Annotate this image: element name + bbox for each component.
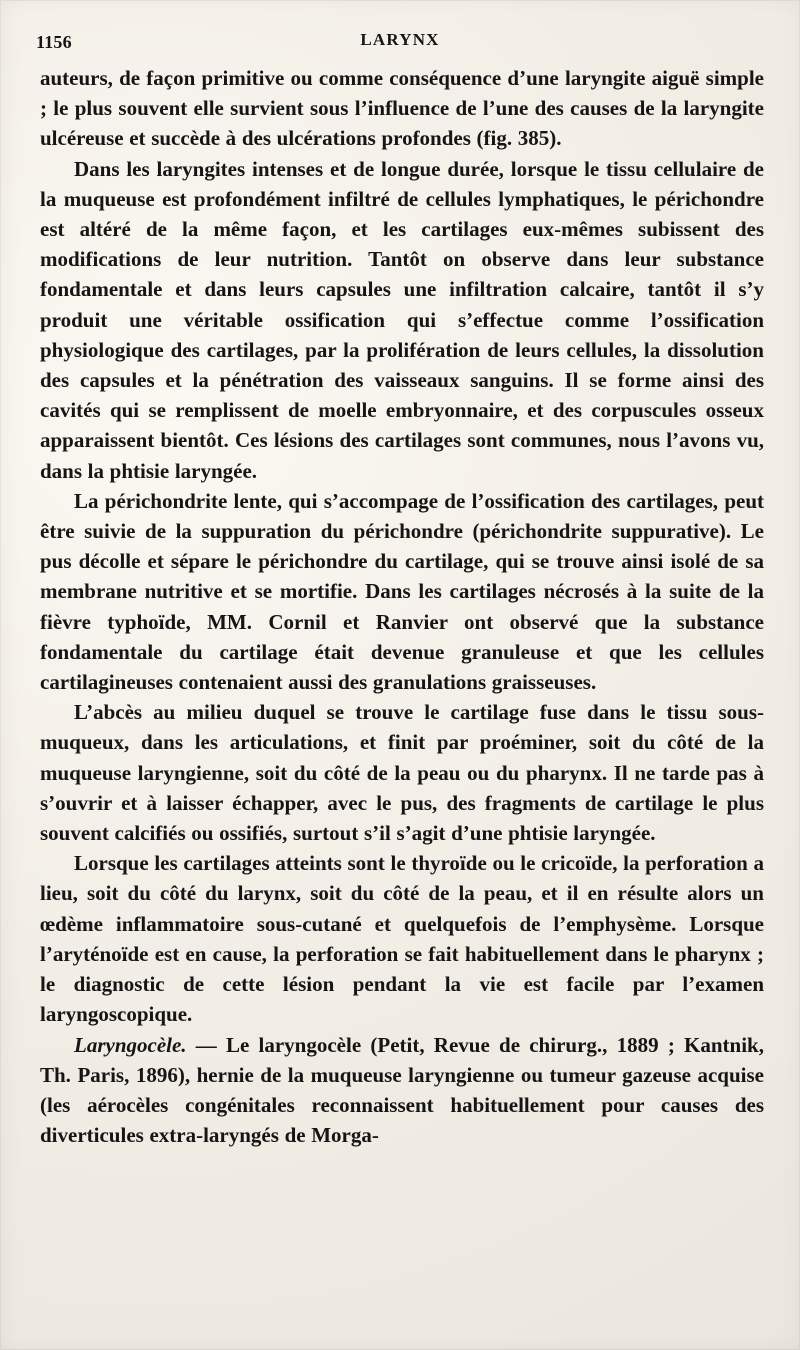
section-text: — Le laryngocèle (Petit, Revue de chirurg., 1889 ; Kantnik, Th. Paris, 1896), hernie de la muqueuse laryngienne ou tumeur gazeuse acquise (les aérocèles congénitales reconnaissent habituellement pour causes des diverticules extra-laryngés de Morga- (40, 1032, 764, 1148)
paragraph-1: auteurs, de façon primitive ou comme conséquence d’une laryngite aiguë simple ; le plus souvent elle survient sous l’influence de l’une des causes de la laryngite ulcéreuse et succède à des ulcérations profondes (fig. 385). (40, 66, 764, 151)
paragraph-5: Lorsque les cartilages atteints sont le thyroïde ou le cricoïde, la perforation a lieu, soit du côté du larynx, soit du côté de la peau, et il en résulte alors un œdème inflammatoire sous-cutané et quelquefois de l’emphysème. Lorsque l’aryténoïde est en cause, la perforation se fait habituellement dans le pharynx ; le diagnostic de cette lésion pendant la vie est facile par l’examen laryngoscopique. (40, 851, 764, 1027)
paragraph-4: L’abcès au milieu duquel se trouve le cartilage fuse dans le tissu sous-muqueux, dans les articulations, et finit par proéminer, soit du côté de la muqueuse laryngienne, soit du côté de la peau ou du pharynx. Il ne tarde pas à s’ouvrir et à laisser échapper, avec le pus, des fragments de cartilage le plus souvent calcifiés ou ossifiés, surtout s’il s’agit d’une phtisie laryngée. (40, 700, 764, 846)
running-head: LARYNX (360, 30, 440, 49)
paragraph-3: La périchondrite lente, qui s’accompage de l’ossification des cartilages, peut être suivie de la suppuration du périchondre (périchondrite suppurative). Le pus décolle et sépare le périchondre du cartilage, qui se trouve ainsi isolé de sa membrane nutritive et se mortifie. Dans les cartilages nécrosés à la suite de la fièvre typhoïde, MM. Cornil et Ranvier ont observé que la substance fondamentale du cartilage était devenue granuleuse et que les cellules cartilagineuses contenaient aussi des granulations graisseuses. (40, 488, 764, 695)
page-header (36, 26, 764, 54)
section-label: Laryngocèle. (74, 1032, 187, 1057)
page-number: 1156 (36, 32, 72, 52)
main-text (40, 63, 764, 1150)
paragraph-2: Dans les laryngites intenses et de longue durée, lorsque le tissu cellulaire de la muqueuse est profondément infiltré de cellules lymphatiques, le périchondre est altéré de la même façon, et les cartilages eux-mêmes subissent des modifications de leur nutrition. Tantôt on observe dans leur substance fondamentale et dans leurs capsules une infiltration calcaire, tantôt il s’y produit une véritable ossification qui s’effectue comme l’ossification physiologique des cartilages, par la prolifération de leurs cellules, la dissolution des capsules et la pénétration des vaisseaux sanguins. Il se forme ainsi des cavités qui se remplissent de moelle embryonnaire, et des corpuscules osseux apparaissent bientôt. Ces lésions des cartilages sont communes, nous l’avons vu, dans la phtisie laryngée. (40, 156, 764, 483)
paragraph-6 (40, 1030, 764, 1151)
